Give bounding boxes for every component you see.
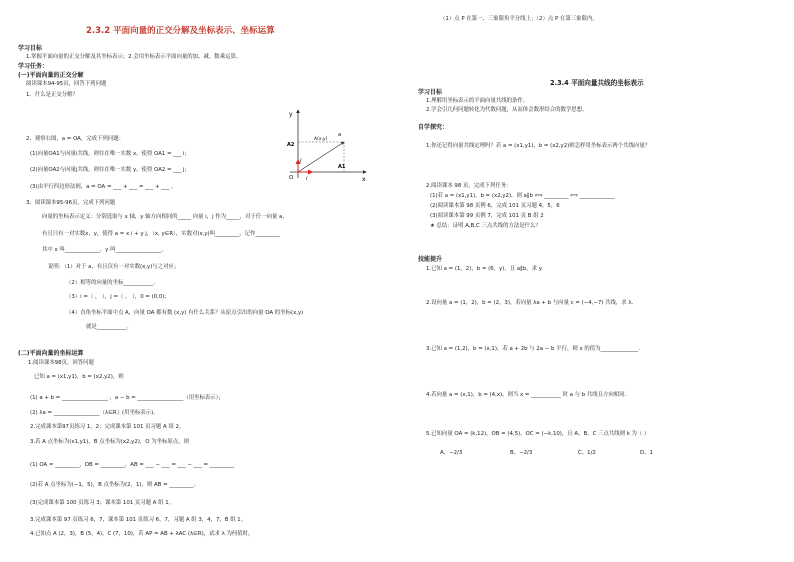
- right-column: [400, 0, 794, 562]
- ability-heading: 技能提升: [418, 256, 443, 263]
- label-j: j: [300, 158, 302, 164]
- label-point-a: A(x,y): [314, 137, 328, 142]
- option-c: C、1/2: [578, 450, 596, 456]
- problem-5: 5.已知向量 OA = (k,12)，OB = (4,5)，OC = (−k,10)，且 A、B、C 三点共线则 k 为（ ）: [426, 431, 650, 437]
- option-b: B、−2/3: [510, 450, 533, 456]
- note-1: 说明：（1）对于 a，有且仅有一对实数(x,y)与之对应；: [48, 264, 180, 270]
- section2-item-3: 2.完成课本第97页练习 1，2；完成课本第 101 页习题 A 组 2。: [30, 424, 185, 430]
- goal-heading-right: 学习目标: [418, 89, 443, 96]
- option-a: A、−2/3: [440, 450, 463, 456]
- task-heading: 学习任务：: [18, 63, 49, 70]
- problem-3: 3.已知 a = (1,2)，b = (x,1)，若 a + 2b 与 2a − b 平行，则 x 的值为______________.: [426, 346, 640, 352]
- explore-heading: 自学探究：: [418, 124, 449, 131]
- section1-read: 阅读课本94-95页，回答下列问题: [26, 81, 107, 87]
- page-title: 2.3.2 平面向量的正交分解及坐标表示、坐标运算: [86, 26, 275, 36]
- section2-item-8: 3.完成课本第 97 页练习 6，7，课本第 101 页练习 6，7，习题 A 组 3，4，7，B 组 1。: [30, 517, 247, 523]
- goal-1-right: 1.理解用坐标表示的平面向量共线的条件。: [426, 98, 529, 104]
- question-3-line2: 有且只有一对实数x，y，使得 a = x i + y j，（x, y∈R），实数对(x,y)叫_________，记作_________: [42, 231, 280, 237]
- explore-summary: ★ 总结：证明 A,B,C 三点共线的方法是什么？: [430, 223, 541, 229]
- question-2: 2、观察右图，a = OA，完成下列问题：: [26, 136, 124, 142]
- goal-text: 1.掌握平面向量的正交分解及其坐标表示；2.会用坐标表示平面向量的加、减、数乘运算。: [26, 54, 242, 60]
- note-4: （4）直角坐标平面中点 A，向量 OA 都有数 (x,y) 有什么关系？从原点引出的向量 OA 的坐标(x,y): [66, 310, 304, 316]
- section2-item-9: 4.已知点 A (2，3)，B (5，4)，C (7，10)，若 AP = AB + λAC (λ∈R)，试求 λ 为何值时，: [30, 531, 254, 537]
- question-2-3: (3)由平行四边形法则，a = OA = ___ + ___ = ___ + ___ 。: [30, 184, 177, 190]
- section2-item-2: (2) λa = _________________（λ∈R）(用坐标表示)。: [30, 410, 159, 416]
- label-a1: A1: [338, 164, 346, 170]
- label-i: i: [306, 176, 308, 182]
- note-3: （3）i =（ ， ），j =（ ， ），0 = (0,0)；: [66, 294, 170, 300]
- question-3-line1: 向量的坐标表示定义：分别选取与 x 轴，y 轴方向相同的_____ 向量 i，j 作为_____，对于任一向量 a，: [42, 214, 288, 220]
- problem-4: 4.若向量 a = (x,1)，b = (4,x)，则当 x = ___________ 时 a 与 b 共线且方向相同.: [426, 392, 627, 398]
- question-3-line3: 其中 x 叫_____________，y 叫_________________。: [42, 247, 167, 253]
- question-2-2: (2)向量OA2与向量j共线，则存在唯一实数 y，使得 OA2 = ___ j；: [30, 167, 190, 173]
- note-2: （2）相等的向量的坐标___________。: [66, 280, 159, 286]
- option-d: D、1: [640, 450, 653, 456]
- top-line: （1）点 P 在第一、三象限角平分线上；（2）点 P 在第三象限内。: [440, 16, 598, 22]
- explore-q2-3: (3)阅读课本第 99 页例 7，完成 101 页 B 组 2: [430, 213, 544, 219]
- section2-given: 已知 a = (x1,y1)，b = (x2,y2)，则: [34, 374, 124, 380]
- label-x: x: [362, 176, 366, 183]
- section2-item-5: (1) OA = _________，OB = _________，AB = ___ − ___ = ___ − ___ = _________: [30, 462, 235, 468]
- problem-2: 2.设向量 a = (1，2)，b = (2，3)，若向量 λa + b 与向量 c = (−4,−7) 共线，求 λ.: [426, 300, 634, 306]
- label-vector-a: a: [338, 132, 342, 138]
- section2-read: 1.阅读课本98页，回答问题: [28, 360, 94, 366]
- section1-heading: (一)平面向量的正交分解: [18, 72, 84, 79]
- question-3: 3、阅读课本95-96页，完成下列问题: [26, 200, 116, 206]
- coordinate-figure: [284, 106, 370, 184]
- section2-item-6: (2)若 A 点坐标为(−1，5)，B 点坐标为(2，1)，则 AB = _________。: [30, 482, 199, 488]
- section2-item-4: 3.若 A 点坐标为(x1,y1)，B 点坐标为(x2,y2)，O 为坐标原点，则: [30, 439, 189, 445]
- problem-1: 1.已知 a = (1，2)，b = (6，y)，且 a∥b，求 y.: [426, 266, 543, 272]
- explore-q1: 1.你还记得向量共线定理吗？若 a = (x1,y1)，b = (x2,y2)则怎样用坐标表示两个共线向量？: [426, 143, 651, 149]
- question-1: 1、什么是正交分解？: [26, 92, 78, 98]
- explore-q2: 2.阅读课本 98 页，完成下列任务：: [426, 183, 512, 189]
- note-5: 就是___________。: [86, 324, 132, 330]
- explore-q2-1: (1)若 a = (x1,y1)，b = (x2,y2)，则 a∥b ⟺ _________ ⟺ _____________: [430, 193, 615, 199]
- label-origin: O: [289, 175, 294, 181]
- explore-q2-2: (2)阅读课本第 98 页例 6，完成 101 页习题 4，5，6: [430, 203, 560, 209]
- section2-item-7: (3)完成课本第 100 页练习 3；课本第 101 页习题 A 组 1。: [30, 500, 175, 506]
- section2-heading: (二)平面向量的坐标运算: [18, 350, 84, 357]
- goal-heading: 学习目标: [18, 45, 43, 52]
- section-title: 2.3.4 平面向量共线的坐标表示: [550, 79, 644, 87]
- label-y: y: [289, 111, 293, 118]
- label-a2: A2: [287, 142, 295, 148]
- question-2-1: (1)向量OA1与向量i共线，则存在唯一实数 x，使得 OA1 = ___ i；: [30, 151, 190, 157]
- goal-2-right: 2.学会引几何问题转化为代数问题，从而体会数形结合的数学思想。: [426, 107, 588, 113]
- section2-item-1: (1) a + b = _________________ ，a − b = _________________（用坐标表示）；: [30, 395, 224, 401]
